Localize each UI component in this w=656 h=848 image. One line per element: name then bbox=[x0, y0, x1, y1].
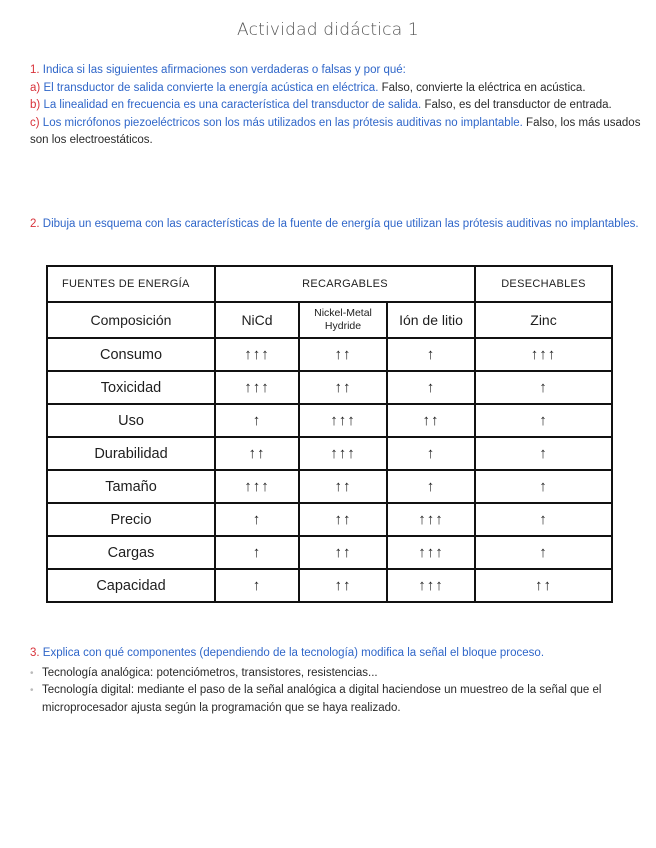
arrow-rating-cell: ↑ bbox=[475, 536, 612, 569]
question-text: Dibuja un esquema con las características de la fuente de energía que utilizan las prótesis auditivas no implantables. bbox=[42, 218, 639, 230]
statement-text: Los micrófonos piezoeléctricos son los más utilizados en las prótesis auditivas no implantable. bbox=[42, 116, 523, 129]
group-header-desechables: DESECHABLES bbox=[475, 266, 612, 302]
row-label: Tamaño bbox=[47, 470, 215, 503]
column-header-ion-litio: Ión de litio bbox=[387, 302, 475, 338]
row-label: Capacidad bbox=[47, 569, 215, 602]
statement-c bbox=[30, 115, 642, 150]
list-item bbox=[30, 682, 642, 717]
arrow-rating-cell: ↑ bbox=[215, 569, 299, 602]
arrow-rating-cell: ↑↑ bbox=[387, 404, 475, 437]
arrow-rating-cell: ↑ bbox=[387, 470, 475, 503]
question-text: Indica si las siguientes afirmaciones son verdaderas o falsas y por qué: bbox=[42, 64, 406, 76]
statement-a bbox=[30, 80, 642, 98]
arrow-rating-cell: ↑ bbox=[475, 503, 612, 536]
arrow-rating-cell: ↑↑↑ bbox=[215, 470, 299, 503]
arrow-rating-cell: ↑↑↑ bbox=[299, 437, 387, 470]
question-3-prompt bbox=[30, 645, 642, 663]
item-label: Tecnología analógica: bbox=[42, 666, 154, 679]
table-group-header-row bbox=[47, 266, 612, 302]
row-label: Durabilidad bbox=[47, 437, 215, 470]
arrow-rating-cell: ↑↑ bbox=[299, 503, 387, 536]
arrow-rating-cell: ↑↑ bbox=[299, 371, 387, 404]
question-number: 1. bbox=[30, 64, 40, 76]
table-row bbox=[47, 503, 612, 536]
item-text: mediante el paso de la señal analógica a digital haciendose un muestreo de la señal que el microprocesador ajusta según la programación que se haya realizado. bbox=[42, 684, 602, 714]
table-row bbox=[47, 536, 612, 569]
arrow-rating-cell: ↑↑ bbox=[299, 569, 387, 602]
arrow-rating-cell: ↑↑↑ bbox=[387, 536, 475, 569]
statement-b bbox=[30, 97, 642, 115]
table-row bbox=[47, 338, 612, 371]
arrow-rating-cell: ↑ bbox=[475, 470, 612, 503]
page-title: Actividad didáctica 1 bbox=[237, 20, 419, 40]
statement-text: El transductor de salida convierte la energía acústica en eléctrica. bbox=[43, 81, 379, 94]
answer-text: Falso, es del transductor de entrada. bbox=[424, 99, 612, 111]
table-row bbox=[47, 470, 612, 503]
row-label: Cargas bbox=[47, 536, 215, 569]
question-1-prompt bbox=[30, 62, 642, 80]
column-header-nicd: NiCd bbox=[215, 302, 299, 338]
table-row bbox=[47, 371, 612, 404]
arrow-rating-cell: ↑↑ bbox=[215, 437, 299, 470]
answer-text: Falso, convierte la eléctrica en acústica. bbox=[381, 81, 586, 94]
energy-sources-table bbox=[46, 265, 613, 603]
row-label: Consumo bbox=[47, 338, 215, 371]
arrow-rating-cell: ↑ bbox=[475, 371, 612, 404]
question-number: 2. bbox=[30, 218, 40, 230]
row-label: Uso bbox=[47, 404, 215, 437]
item-label: a) bbox=[30, 81, 41, 94]
list-item bbox=[30, 665, 642, 683]
arrow-rating-cell: ↑ bbox=[387, 437, 475, 470]
arrow-rating-cell: ↑ bbox=[387, 338, 475, 371]
arrow-rating-cell: ↑ bbox=[215, 404, 299, 437]
arrow-rating-cell: ↑ bbox=[387, 371, 475, 404]
arrow-rating-cell: ↑↑ bbox=[475, 569, 612, 602]
arrow-rating-cell: ↑↑↑ bbox=[215, 371, 299, 404]
item-label: Tecnología digital: bbox=[42, 684, 135, 696]
table-column-header-row bbox=[47, 302, 612, 338]
statement-text: La linealidad en frecuencia es una característica del transductor de salida. bbox=[43, 99, 422, 111]
column-header-zinc: Zinc bbox=[475, 302, 612, 338]
item-text: potenciómetros, transistores, resistencias... bbox=[156, 666, 378, 679]
arrow-rating-cell: ↑↑↑ bbox=[299, 404, 387, 437]
arrow-rating-cell: ↑↑↑ bbox=[475, 338, 612, 371]
column-header-nimh: Nickel-Metal Hydride bbox=[299, 302, 387, 338]
table-corner-header: FUENTES DE ENERGÍA bbox=[47, 266, 215, 302]
arrow-rating-cell: ↑↑ bbox=[299, 470, 387, 503]
arrow-rating-cell: ↑↑ bbox=[299, 536, 387, 569]
arrow-rating-cell: ↑↑↑ bbox=[215, 338, 299, 371]
answer-text: Falso, los más usados son los electroestáticos. bbox=[30, 116, 641, 146]
table-row bbox=[47, 404, 612, 437]
row-label: Precio bbox=[47, 503, 215, 536]
question-3 bbox=[30, 645, 642, 717]
answer-list bbox=[30, 665, 642, 718]
arrow-rating-cell: ↑ bbox=[475, 404, 612, 437]
question-1 bbox=[30, 62, 642, 150]
bullet-icon: • bbox=[30, 667, 34, 679]
bullet-icon: • bbox=[30, 685, 34, 696]
arrow-rating-cell: ↑↑↑ bbox=[387, 569, 475, 602]
item-label: c) bbox=[30, 116, 40, 129]
composicion-header: Composición bbox=[47, 302, 215, 338]
arrow-rating-cell: ↑↑ bbox=[299, 338, 387, 371]
item-label: b) bbox=[30, 99, 41, 111]
question-text: Explica con qué componentes (dependiendo de la tecnología) modifica la señal el bloque proceso. bbox=[42, 647, 545, 659]
row-label: Toxicidad bbox=[47, 371, 215, 404]
arrow-rating-cell: ↑↑↑ bbox=[387, 503, 475, 536]
arrow-rating-cell: ↑ bbox=[215, 536, 299, 569]
question-number: 3. bbox=[30, 647, 40, 659]
group-header-recargables: RECARGABLES bbox=[215, 266, 475, 302]
arrow-rating-cell: ↑ bbox=[475, 437, 612, 470]
table-row bbox=[47, 437, 612, 470]
table-row bbox=[47, 569, 612, 602]
arrow-rating-cell: ↑ bbox=[215, 503, 299, 536]
question-2 bbox=[30, 216, 642, 234]
